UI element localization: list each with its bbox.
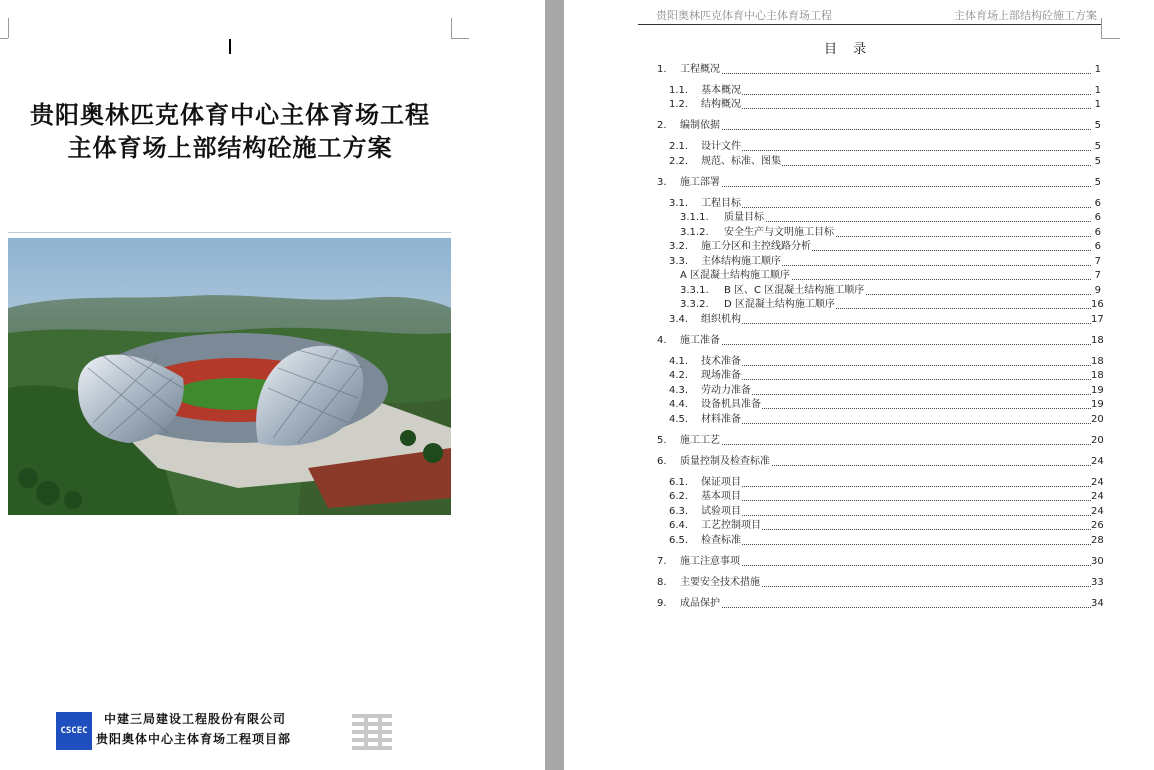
toc-entry-text: 试验项目	[701, 506, 741, 517]
crop-mark	[1101, 18, 1103, 38]
toc-entry-page: 6	[1091, 240, 1101, 253]
toc-entry[interactable]	[657, 119, 1101, 132]
toc-entry-text: 施工部署	[680, 177, 720, 188]
toc-entry-page: 7	[1091, 269, 1101, 282]
toc-entry-page: 18	[1091, 335, 1104, 346]
header-left: 贵阳奥林匹克体育中心主体育场工程	[656, 9, 832, 22]
toc-entry-page: 20	[1091, 414, 1104, 425]
toc-entry-number: 1.	[657, 64, 667, 75]
toc-entry[interactable]	[669, 240, 1101, 253]
toc-entry-text: 设计文件	[701, 141, 741, 152]
toc-entry-text: D 区混凝土结构施工顺序	[724, 299, 835, 310]
toc-entry-text: 材料准备	[701, 414, 741, 425]
toc-entry-number: 6.1.	[669, 477, 689, 488]
toc-entry-text: 设备机具准备	[701, 399, 761, 410]
toc-entry[interactable]	[669, 197, 1101, 210]
toc-entry-number: 6.	[657, 456, 667, 467]
toc-entry-page: 18	[1091, 370, 1104, 381]
toc-leader-dots	[701, 500, 1091, 501]
toc-leader-dots	[680, 565, 1091, 566]
toc-entry-number: 4.	[657, 335, 667, 346]
toc-entry-page: 1	[1091, 84, 1101, 97]
toc-leader-dots	[701, 150, 1091, 151]
toc-entry[interactable]	[669, 534, 1104, 547]
text-cursor[interactable]	[229, 39, 231, 54]
toc-entry[interactable]	[680, 269, 1101, 282]
toc-entry-number: 2.	[657, 120, 667, 131]
toc-entry-text: 现场准备	[701, 370, 741, 381]
toc-entry-number: 4.3.	[669, 385, 689, 396]
toc-entry-number: 3.4.	[669, 314, 689, 325]
toc-entry-text: 结构概况	[701, 99, 741, 110]
toc-entry[interactable]	[657, 576, 1104, 589]
toc-entry-number: 4.2.	[669, 370, 689, 381]
toc-entry-page: 1	[1091, 63, 1101, 76]
toc-entry[interactable]	[669, 384, 1104, 397]
toc-entry-number: 1.1.	[669, 85, 689, 96]
toc-entry[interactable]	[657, 334, 1104, 347]
toc-entry-text: 劳动力准备	[701, 385, 751, 396]
toc-entry-page: 24	[1091, 456, 1104, 467]
toc-entry-page: 5	[1091, 140, 1101, 153]
toc-entry[interactable]	[669, 519, 1104, 532]
toc-entry-page: 1	[1091, 98, 1101, 111]
toc-entry-text: 组织机构	[701, 314, 741, 325]
toc-entry-number: 3.3.	[669, 256, 689, 267]
toc-entry[interactable]	[669, 398, 1104, 411]
toc-entry[interactable]	[680, 298, 1104, 311]
toc-entry-text: 质量控制及检查标准	[680, 456, 770, 467]
toc-entry-number: 3.3.2.	[680, 299, 709, 310]
toc-entry-number: 8.	[657, 577, 667, 588]
toc-leader-dots	[680, 129, 1091, 130]
toc-entry[interactable]	[669, 255, 1101, 268]
toc-entry-page: 18	[1091, 356, 1104, 367]
crop-mark	[0, 38, 8, 40]
toc-title: 目 录	[824, 42, 873, 57]
toc-entry-number: 6.3.	[669, 506, 689, 517]
toc-entry-text: 主要安全技术措施	[680, 577, 760, 588]
crop-mark	[8, 18, 10, 38]
toc-entry-text: 工程概况	[680, 64, 720, 75]
toc-leader-dots	[680, 607, 1091, 608]
project-department: 贵阳奥体中心主体育场工程项目部	[96, 732, 292, 746]
toc-entry-page: 19	[1091, 385, 1104, 396]
toc-entry-text: 规范、标准、图集	[701, 156, 781, 167]
company-name: 中建三局建设工程股份有限公司	[104, 712, 287, 726]
cover-title-line2: 主体育场上部结构砼施工方案	[67, 133, 393, 162]
crop-mark	[451, 38, 469, 40]
toc-entry-page: 6	[1091, 226, 1101, 239]
toc-entry-page: 34	[1091, 598, 1104, 609]
crop-mark	[451, 18, 453, 38]
toc-entry[interactable]	[657, 63, 1101, 76]
divider	[8, 232, 451, 233]
toc-entry-page: 24	[1091, 491, 1104, 502]
toc-entry-number: 4.5.	[669, 414, 689, 425]
toc-entry-number: 3.1.2.	[680, 227, 709, 238]
company-logo: CSCEC	[56, 712, 92, 750]
toc-entry-page: 17	[1091, 314, 1104, 325]
toc-leader-dots	[701, 207, 1091, 208]
toc-entry[interactable]	[657, 555, 1104, 568]
toc-entry-text: 保证项目	[701, 477, 741, 488]
toc-leader-dots	[680, 444, 1091, 445]
toc-entry-page: 6	[1091, 197, 1101, 210]
toc-entry-text: B 区、C 区混凝土结构施工顺序	[724, 285, 865, 296]
toc-entry-number: 2.2.	[669, 156, 689, 167]
toc-entry-text: 施工注意事项	[680, 556, 740, 567]
toc-leader-dots	[701, 323, 1091, 324]
toc-entry-page: 30	[1091, 556, 1104, 567]
toc-entry-page: 5	[1091, 119, 1101, 132]
toc-entry-text: 质量目标	[724, 212, 764, 223]
toc-entry-text: 检查标准	[701, 535, 741, 546]
toc-leader-dots	[680, 344, 1091, 345]
toc-entry[interactable]	[669, 369, 1104, 382]
toc-entry-number: 3.2.	[669, 241, 689, 252]
toc-leader-dots	[701, 394, 1091, 395]
toc-leader-dots	[701, 108, 1091, 109]
toc-entry-number: 3.1.1.	[680, 212, 709, 223]
toc-entry-number: 1.2.	[669, 99, 689, 110]
toc-entry-page: 19	[1091, 399, 1104, 410]
toc-entry-text: 工程目标	[701, 198, 741, 209]
toc-entry-page: 16	[1091, 299, 1104, 310]
toc-entry-text: 技术准备	[701, 356, 741, 367]
toc-leader-dots	[701, 544, 1091, 545]
toc-leader-dots	[701, 94, 1091, 95]
toc-entry-number: 4.1.	[669, 356, 689, 367]
toc-leader-dots	[701, 379, 1091, 380]
toc-entry-text: 主体结构施工顺序	[701, 256, 781, 267]
toc-entry-number: 7.	[657, 556, 667, 567]
company-block	[52, 706, 412, 756]
toc-entry[interactable]	[680, 211, 1101, 224]
toc-entry-number: 6.2.	[669, 491, 689, 502]
toc-entry-text: 安全生产与文明施工目标	[724, 227, 834, 238]
stamp-graphic	[350, 712, 394, 752]
cover-title-line1: 贵阳奥林匹克体育中心主体育场工程	[30, 100, 430, 129]
toc-entry[interactable]	[657, 597, 1104, 610]
toc-entry-text: 编制依据	[680, 120, 720, 131]
toc-entry[interactable]	[657, 434, 1104, 447]
toc-entry-text: 施工分区和主控线路分析	[701, 241, 811, 252]
toc-entry[interactable]	[680, 226, 1101, 239]
toc-leader-dots	[680, 73, 1091, 74]
toc-entry[interactable]	[657, 455, 1104, 468]
toc-entry-page: 9	[1091, 284, 1101, 297]
toc-leader-dots	[680, 186, 1091, 187]
crop-mark	[1101, 38, 1120, 40]
toc-entry[interactable]	[669, 490, 1104, 503]
cover-page	[0, 0, 545, 770]
toc-entry[interactable]	[669, 155, 1101, 168]
toc-leader-dots	[701, 365, 1091, 366]
toc-entry[interactable]	[669, 505, 1104, 518]
toc-entry-number: 6.4.	[669, 520, 689, 531]
toc-entry-number: 5.	[657, 435, 667, 446]
toc-entry[interactable]	[680, 284, 1101, 297]
toc-entry-text: A 区混凝土结构施工顺序	[680, 270, 791, 281]
toc-entry[interactable]	[669, 476, 1104, 489]
toc-entry[interactable]	[669, 313, 1104, 326]
toc-entry-page: 24	[1091, 477, 1104, 488]
toc-entry-number: 3.1.	[669, 198, 689, 209]
toc-entry[interactable]	[669, 140, 1101, 153]
header-rule	[638, 24, 1101, 25]
toc-entry-text: 施工准备	[680, 335, 720, 346]
toc-entry-page: 33	[1091, 577, 1104, 588]
toc-entry[interactable]	[669, 98, 1101, 111]
header-right: 主体育场上部结构砼施工方案	[954, 9, 1097, 22]
toc-entry-page: 5	[1091, 155, 1101, 168]
toc-entry-number: 2.1.	[669, 141, 689, 152]
toc-entry-number: 9.	[657, 598, 667, 609]
toc-entry[interactable]	[657, 176, 1101, 189]
toc-entry-page: 26	[1091, 520, 1104, 531]
toc-entry-text: 基本项目	[701, 491, 741, 502]
toc-entry-text: 成品保护	[680, 598, 720, 609]
toc-entry-page: 6	[1091, 211, 1101, 224]
toc-page	[564, 0, 1154, 770]
toc-leader-dots	[701, 515, 1091, 516]
toc-entry-page: 28	[1091, 535, 1104, 546]
toc-entry-number: 3.	[657, 177, 667, 188]
toc-entry-page: 24	[1091, 506, 1104, 517]
toc-entry-number: 6.5.	[669, 535, 689, 546]
toc-entry-text: 工艺控制项目	[701, 520, 761, 531]
toc-entry[interactable]	[669, 84, 1101, 97]
toc-entry-number: 3.3.1.	[680, 285, 709, 296]
toc-entry-text: 施工工艺	[680, 435, 720, 446]
toc-entry[interactable]	[669, 355, 1104, 368]
stadium-photo[interactable]	[8, 238, 451, 515]
toc-entry-page: 7	[1091, 255, 1101, 268]
toc-leader-dots	[701, 486, 1091, 487]
toc-entry-page: 5	[1091, 176, 1101, 189]
toc-leader-dots	[701, 423, 1091, 424]
toc-entry[interactable]	[669, 413, 1104, 426]
toc-entry-number: 4.4.	[669, 399, 689, 410]
toc-leader-dots	[724, 221, 1091, 222]
toc-entry-text: 基本概况	[701, 85, 741, 96]
toc-entry-page: 20	[1091, 435, 1104, 446]
